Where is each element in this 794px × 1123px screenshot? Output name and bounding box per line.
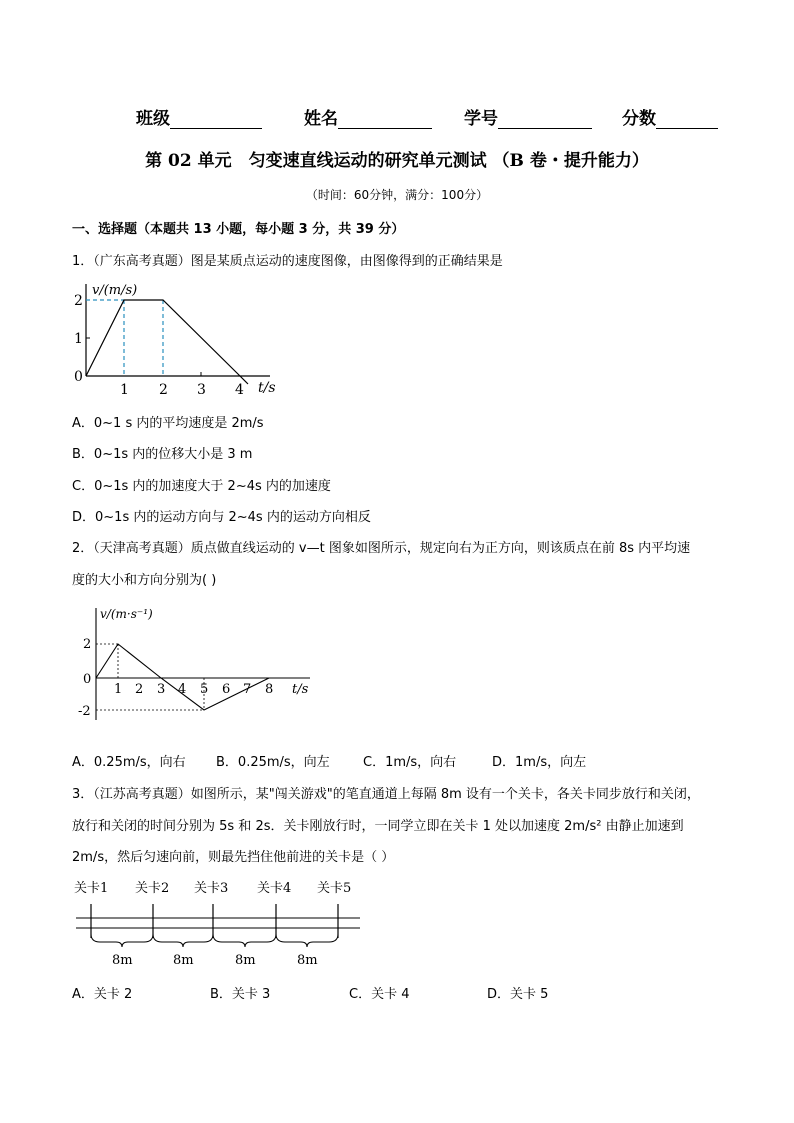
score-field[interactable] — [622, 104, 718, 129]
q1-option-c[interactable]: C．0~1s 内的加速度大于 2~4s 内的加速度 — [72, 479, 331, 494]
class-field[interactable] — [136, 104, 262, 129]
q3-option-b[interactable]: B．关卡 3 — [210, 987, 271, 1002]
q2-x-tick: 4 — [178, 682, 187, 697]
student-id-label: 学号 — [464, 109, 498, 129]
q1-option-a[interactable]: A．0~1 s 内的平均速度是 2m/s — [72, 416, 264, 431]
gap-label: 8m — [235, 953, 256, 968]
q2-y-tick: 2 — [83, 637, 92, 652]
q3-option-a[interactable]: A．关卡 2 — [72, 987, 133, 1002]
q1-option-b[interactable]: B．0~1s 内的位移大小是 3 m — [72, 447, 253, 462]
q3-option-c[interactable]: C．关卡 4 — [349, 987, 410, 1002]
q1-velocity-graph — [70, 278, 290, 398]
q2-text-line1: 2．（天津高考真题）质点做直线运动的 v—t 图象如图所示，规定向右为正方向，则该质点在前 8s 内平均速 — [72, 541, 691, 556]
q2-x-tick: 2 — [135, 682, 144, 697]
q3-option-d[interactable]: D．关卡 5 — [487, 987, 549, 1002]
q1-curve — [86, 300, 248, 384]
q2-x-tick: 8 — [265, 682, 274, 697]
q1-y-label: v/(m/s) — [92, 283, 138, 298]
gate-label: 关卡3 — [194, 881, 229, 896]
score-blank[interactable] — [656, 110, 718, 129]
q2-x-tick: 1 — [114, 682, 123, 697]
q2-y-label: v/(m·s⁻¹) — [100, 607, 153, 621]
q1-x-tick: 2 — [159, 382, 168, 398]
name-label: 姓名 — [304, 109, 338, 129]
q1-x-tick: 1 — [120, 382, 129, 398]
name-field[interactable] — [304, 104, 432, 129]
exam-time-info: （时间：60分钟，满分：100分） — [305, 188, 489, 202]
q1-option-d[interactable]: D．0~1s 内的运动方向与 2~4s 内的运动方向相反 — [72, 510, 371, 525]
q2-y-tick: 0 — [83, 672, 92, 687]
gap-label: 8m — [297, 953, 318, 968]
gate-label: 关卡1 — [74, 881, 109, 896]
section-heading: 一、选择题（本题共 13 小题，每小题 3 分，共 39 分） — [72, 222, 405, 237]
q1-y-tick: 2 — [74, 293, 83, 309]
gate-label: 关卡4 — [257, 881, 292, 896]
q2-curve — [96, 644, 269, 710]
q2-x-tick: 5 — [200, 682, 209, 697]
q1-x-label: t/s — [258, 380, 276, 396]
gap-label: 8m — [173, 953, 194, 968]
class-label: 班级 — [136, 109, 170, 129]
q2-text-line2: 度的大小和方向分别为( ) — [72, 573, 217, 588]
q3-text-line2: 放行和关闭的时间分别为 5s 和 2s．关卡刚放行时，一同学立即在关卡 1 处以加速度 2m/s² 由静止加速到 — [72, 819, 684, 834]
page-title: 第 02 单元 匀变速直线运动的研究单元测试 （B 卷・提升能力） — [145, 151, 649, 171]
score-label: 分数 — [622, 109, 656, 129]
gate-label: 关卡2 — [135, 881, 170, 896]
student-id-field[interactable] — [464, 104, 592, 129]
q1-text: 1．（广东高考真题）图是某质点运动的速度图像，由图像得到的正确结果是 — [72, 254, 503, 269]
q2-option-d[interactable]: D．1m/s，向左 — [492, 755, 587, 770]
gate-label: 关卡5 — [317, 881, 352, 896]
student-id-blank[interactable] — [498, 110, 592, 129]
q2-option-b[interactable]: B．0.25m/s，向左 — [216, 755, 330, 770]
q2-x-label: t/s — [292, 682, 309, 697]
q2-velocity-graph — [78, 600, 328, 730]
q1-y-tick: 1 — [74, 331, 83, 347]
q2-x-tick: 6 — [222, 682, 231, 697]
student-info-line — [0, 104, 794, 130]
name-blank[interactable] — [338, 110, 432, 129]
gap-label: 8m — [112, 953, 133, 968]
q2-y-tick: -2 — [78, 704, 91, 719]
q3-text-line1: 3．（江苏高考真题）如图所示，某"闯关游戏"的笔直通道上每隔 8m 设有一个关卡，各关卡同步放行和关闭， — [72, 787, 700, 802]
q1-x-tick: 3 — [197, 382, 206, 398]
q3-gates-diagram — [70, 874, 370, 974]
q2-option-a[interactable]: A．0.25m/s，向右 — [72, 755, 186, 770]
q2-option-c[interactable]: C．1m/s，向右 — [363, 755, 457, 770]
q2-x-tick: 3 — [157, 682, 166, 697]
q1-x-tick: 4 — [235, 382, 244, 398]
q1-y-tick: 0 — [74, 369, 83, 385]
class-blank[interactable] — [170, 110, 262, 129]
q3-text-line3: 2m/s，然后匀速向前，则最先挡住他前进的关卡是（ ） — [72, 850, 395, 865]
q2-x-tick: 7 — [243, 682, 252, 697]
